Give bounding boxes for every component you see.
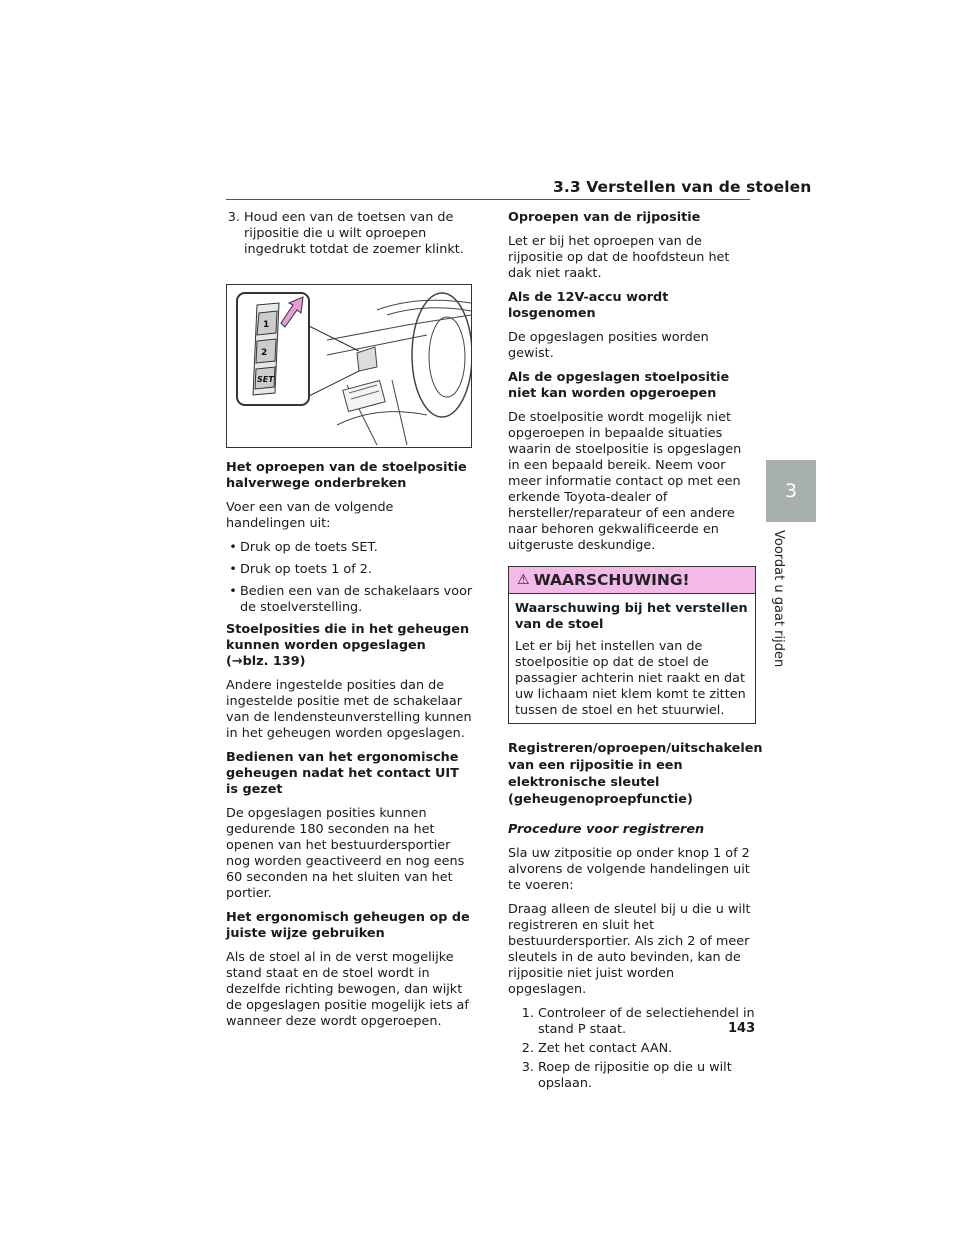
step-number: 3.	[227, 210, 240, 225]
left-column	[226, 210, 474, 1038]
bullet-text: Bedien een van de schakelaars voor de stoelverstelling.	[240, 584, 473, 615]
heading-register: Registreren/oproepen/uitschakelen van een rijpositie in een elektronische sleutel (geheugenoproepfunctie)	[508, 741, 763, 807]
paragraph-recall: Let er bij het oproepen van de rijpositie op dat de hoofdsteun het dak niet raakt.	[508, 234, 730, 281]
paragraph-positions: Andere ingestelde posities dan de ingestelde positie met de schakelaar van de lendensteunverstelling kunnen in het geheugen worden opgeslagen.	[226, 678, 472, 741]
bullet-text: Druk op toets 1 of 2.	[240, 562, 373, 577]
step-number: 3.	[521, 1060, 534, 1075]
chapter-tab[interactable]	[766, 460, 816, 522]
step-number: 1.	[521, 1006, 534, 1021]
list-item	[226, 562, 474, 578]
heading-correct-use: Het ergonomisch geheugen op de juiste wijze gebruiken	[226, 910, 470, 941]
paragraph-key: Draag alleen de sleutel bij u die u wilt registreren en sluit het bestuurdersportier. Als zich 2 of meer sleutels in de auto bevinden, kan de rijpositie niet juist worden opgeslagen.	[508, 902, 751, 997]
section-header: 3.3 Verstellen van de stoelen	[553, 178, 812, 196]
button-1-label: 1	[263, 320, 270, 330]
bullet-icon: •	[229, 540, 237, 555]
step-number: 2.	[521, 1041, 534, 1056]
warning-heading: Waarschuwing bij het verstellen van de stoel	[515, 601, 748, 632]
warning-title: WAARSCHUWING!	[533, 571, 690, 589]
step-text: Controleer of de selectiehendel in stand P staat.	[538, 1006, 755, 1037]
heading-recall-fail: Als de opgeslagen stoelpositie niet kan worden opgeroepen	[508, 370, 730, 401]
page-reference-link[interactable]: (→blz. 139)	[226, 654, 306, 669]
paragraph-correct-use: Als de stoel al in de verst mogelijke stand staat en de stoel wordt in dezelfde richting bewogen, dan wijkt de opgeslagen positie mogelijk iets af wanneer deze wordt opgeroepen.	[226, 950, 469, 1029]
paragraph-interrupt: Voer een van de volgende handelingen uit:	[226, 500, 394, 531]
register-step-1	[520, 1006, 756, 1038]
list-item	[226, 540, 474, 556]
header-divider	[226, 199, 750, 200]
warning-triangle-icon: ⚠	[517, 572, 530, 588]
warning-box	[508, 566, 756, 724]
chapter-side-label	[770, 530, 788, 670]
heading-positions-text: Stoelposities die in het geheugen kunnen worden opgeslagen	[226, 622, 470, 653]
paragraph-battery: De opgeslagen posities worden gewist.	[508, 330, 709, 361]
heading-recall: Oproepen van de rijpositie	[508, 210, 701, 225]
step-3	[226, 210, 474, 258]
register-step-3	[520, 1060, 756, 1092]
bullet-text: Druk op de toets SET.	[240, 540, 378, 555]
warning-header	[509, 567, 755, 594]
heading-positions	[226, 622, 474, 670]
warning-text: Let er bij het instellen van de stoelpositie op dat de stoel de passagier achterin niet raakt en dat uw lichaam niet klem komt te zitten tussen de stoel en het stuurwiel.	[515, 639, 746, 718]
chapter-label-text: Voordat u gaat rijden	[771, 530, 786, 668]
heading-ergonomic: Bedienen van het ergonomische geheugen nadat het contact UIT is gezet	[226, 750, 459, 797]
register-step-2	[520, 1041, 756, 1057]
paragraph-recall-fail: De stoelpositie wordt mogelijk niet opgeroepen in bepaalde situaties waarin de stoelpositie is opgeslagen in een bepaald bereik. Neem voor meer informatie contact op met een erkende Toyota-dealer of hersteller/reparateur of een andere naar behoren gekwalificeerde en uitgeruste deskundige.	[508, 410, 742, 553]
step-text: Houd een van de toetsen van de rijpositie die u wilt oproepen ingedrukt totdat de zoemer klinkt.	[244, 210, 464, 257]
warning-body	[509, 594, 755, 723]
heading-interrupt: Het oproepen van de stoelpositie halverwege onderbreken	[226, 460, 467, 491]
paragraph-ergonomic: De opgeslagen posities kunnen gedurende 180 seconden na het openen van het bestuurdersportier nog worden geactiveerd en nog eens 60 seconden na het sluiten van het portier.	[226, 806, 465, 901]
bullet-icon: •	[229, 584, 237, 599]
button-set-label: SET	[257, 375, 274, 384]
heading-procedure: Procedure voor registreren	[508, 822, 705, 837]
illustration-svg	[227, 285, 471, 447]
page-number: 143	[728, 1021, 756, 1036]
heading-battery: Als de 12V-accu wordt losgenomen	[508, 290, 669, 321]
list-item	[226, 584, 474, 616]
step-text: Zet het contact AAN.	[538, 1041, 673, 1056]
chapter-number: 3	[784, 480, 798, 502]
paragraph-procedure: Sla uw zitpositie op onder knop 1 of 2 alvorens de volgende handelingen uit te voeren:	[508, 846, 750, 893]
button-2-label: 2	[261, 348, 268, 358]
right-column	[508, 210, 763, 1095]
step-text: Roep de rijpositie op die u wilt opslaan.	[538, 1060, 732, 1091]
bullet-icon: •	[229, 562, 237, 577]
memory-buttons-illustration	[226, 284, 472, 448]
